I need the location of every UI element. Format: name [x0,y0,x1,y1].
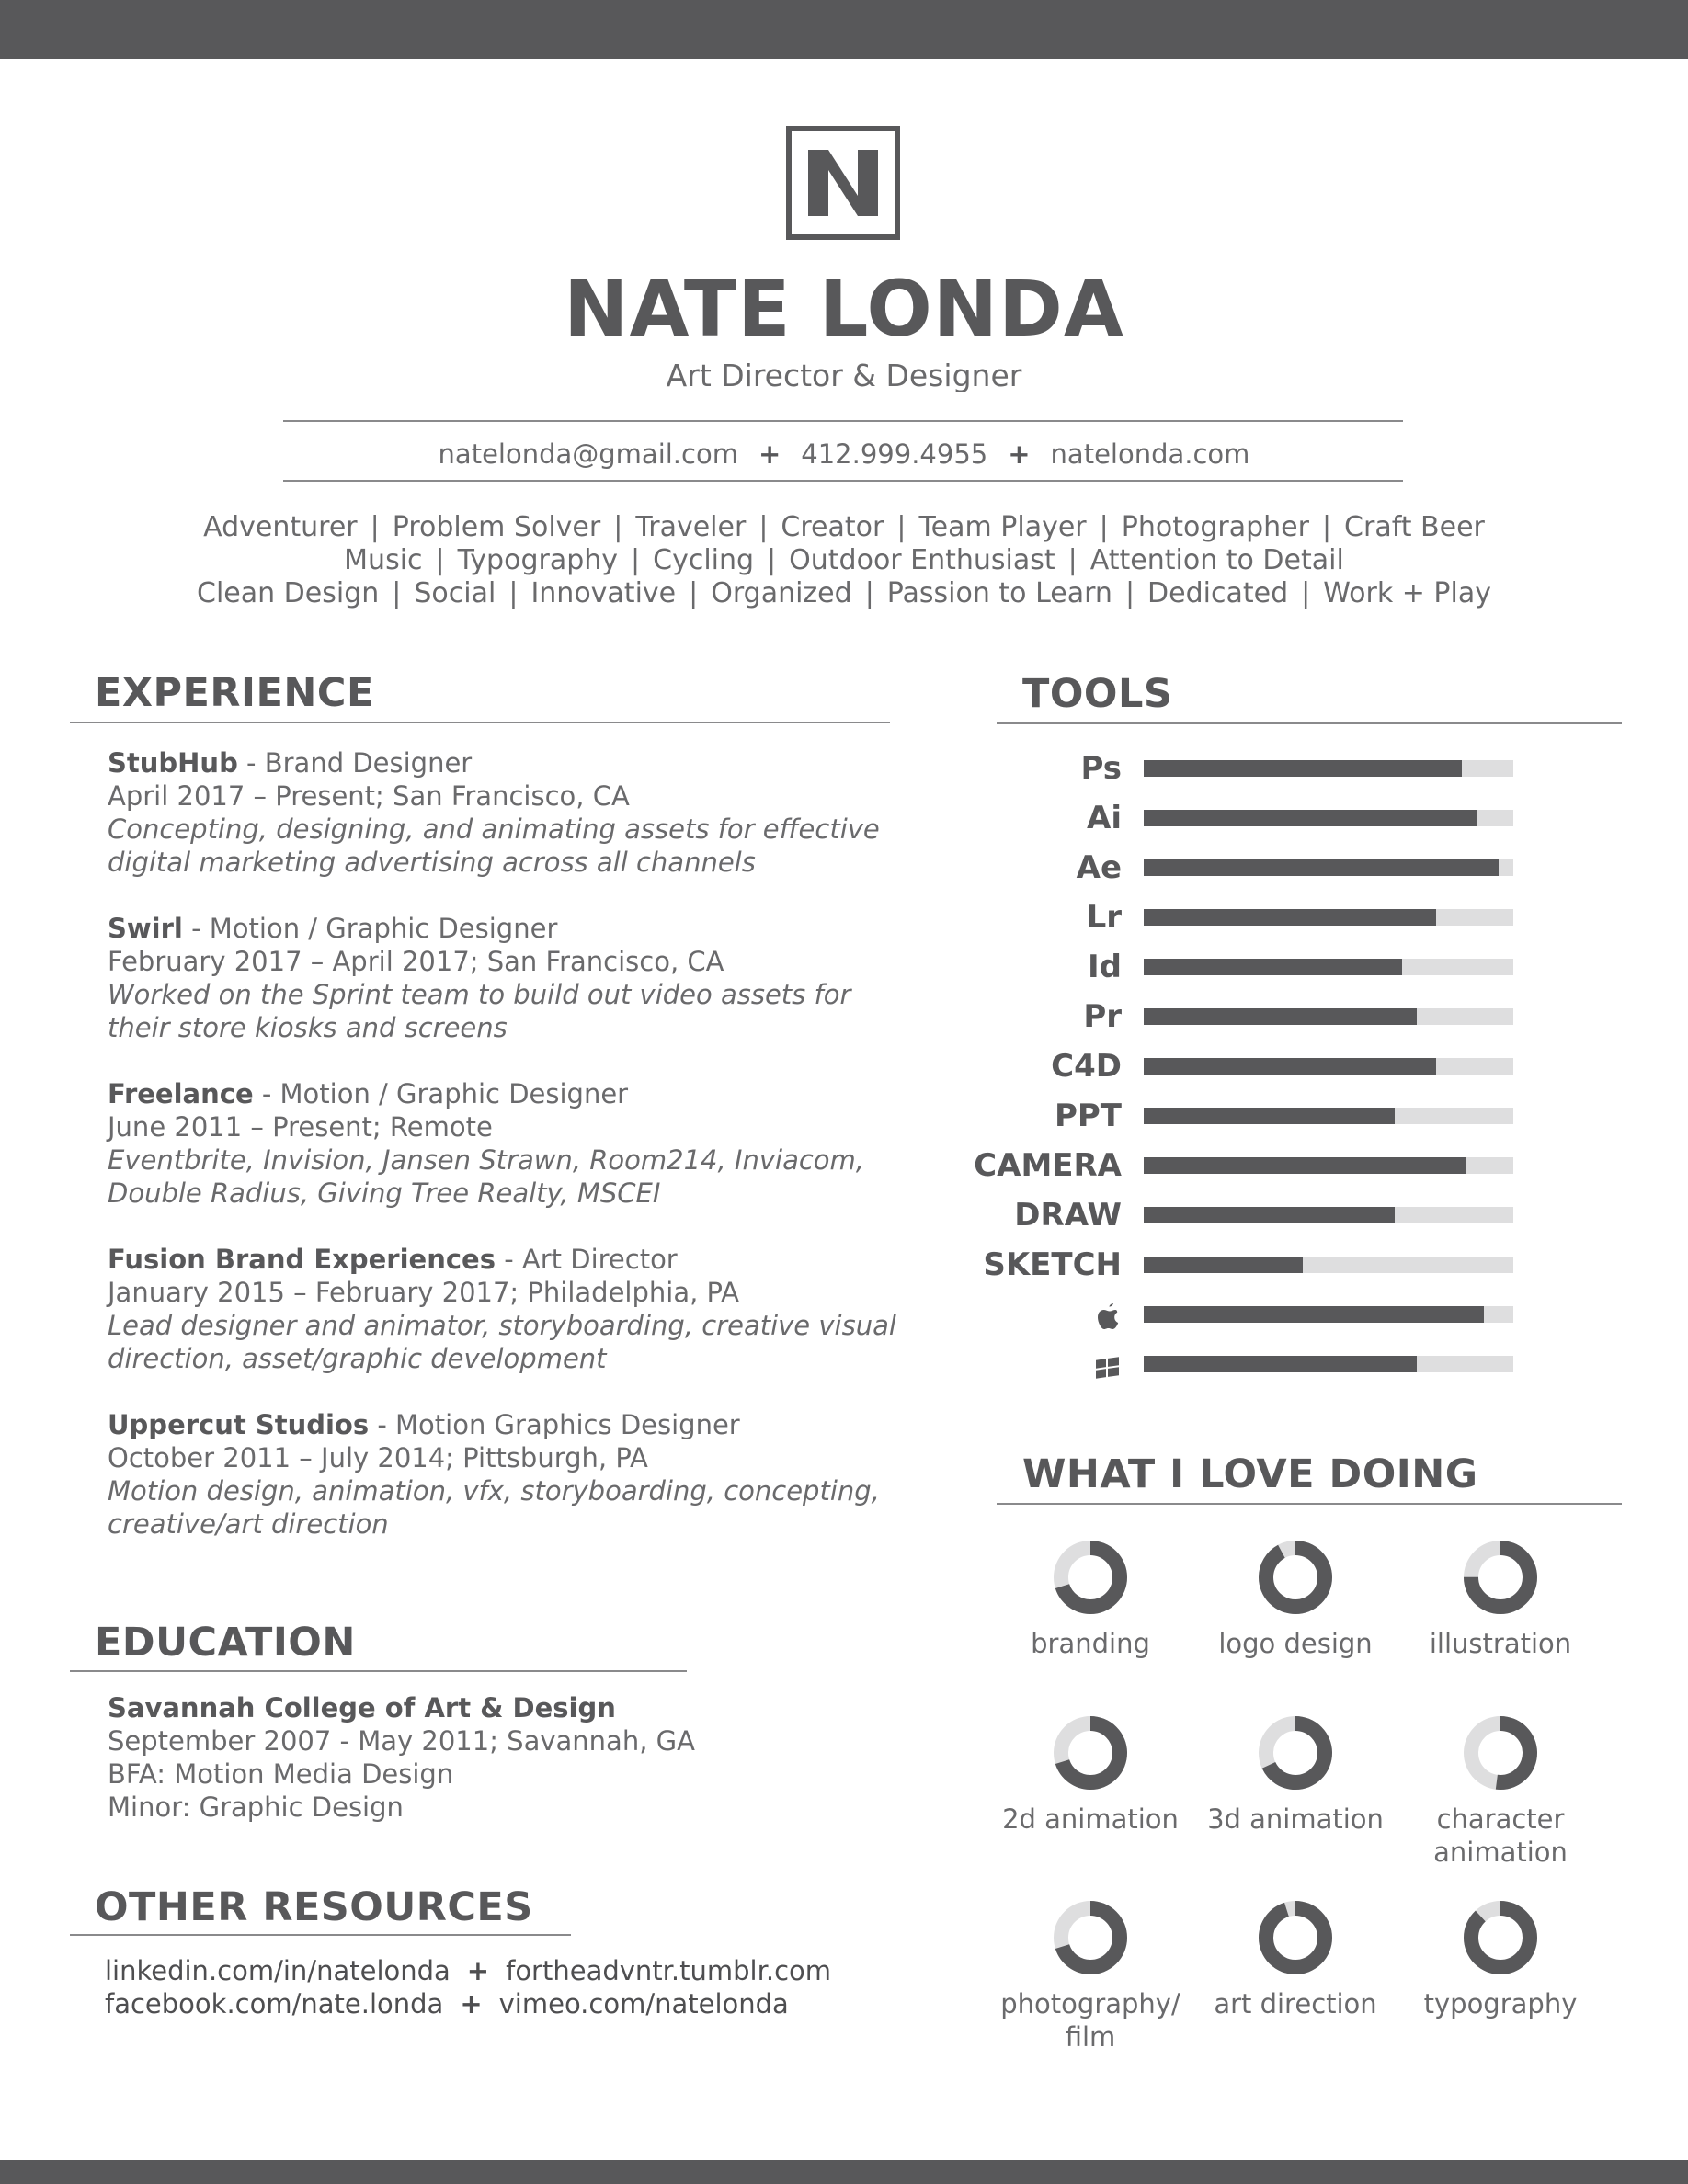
love-item [1190,1716,1401,1836]
job-role: - Brand Designer [237,747,473,779]
link-separator: + [460,1988,483,2019]
love-label [985,1987,1196,2053]
trait-separator: | [689,577,699,609]
traits-line [0,544,1688,577]
tool-label: Id [1088,949,1122,985]
ring-fill [1266,1548,1325,1607]
love-label-line: logo design [1218,1628,1373,1659]
trait-item: Dedicated [1147,577,1289,609]
love-item [985,1901,1196,2053]
tool-level-track [1144,1157,1513,1174]
tool-level-fill [1144,810,1477,826]
trait-separator: | [392,577,402,609]
top-bar [0,0,1688,59]
trait-item: Photographer [1121,511,1309,543]
experience-divider [70,722,890,723]
company-name: StubHub [108,747,238,779]
email-link[interactable]: natelonda@gmail.com [438,438,738,470]
job-dates: February 2017 – April 2017; San Francisco, CA [108,946,724,977]
job-entry [108,1408,917,1541]
company-name: Uppercut Studios [108,1409,370,1440]
job-dates: June 2011 – Present; Remote [108,1111,493,1143]
resource-row [105,1954,831,1987]
trait-separator: | [370,511,380,543]
tool-level-track [1144,1008,1513,1025]
education-entry [108,1691,806,1824]
tool-level-fill [1144,959,1402,975]
trait-item: Cycling [653,544,755,576]
love-item [1190,1541,1401,1660]
love-level-ring [1054,1901,1127,1974]
job-role: - Motion / Graphic Designer [182,913,558,944]
tool-label: Ae [1076,849,1122,886]
company-name: Swirl [108,913,183,944]
love-label-line: branding [1031,1628,1150,1659]
trait-item: Innovative [530,577,677,609]
ring-fill [1266,1908,1325,1967]
job-role: - Art Director [495,1244,678,1275]
tool-level-fill [1144,1207,1395,1223]
love-item [1395,1716,1606,1869]
love-level-ring [1054,1716,1127,1790]
header-divider-top [283,420,1403,422]
trait-item: Traveler [635,511,747,543]
love-heading: WHAT I LOVE DOING [1022,1451,1478,1497]
logo [786,126,900,240]
love-label-line: film [1065,2021,1116,2053]
tool-level-fill [1144,1108,1395,1124]
tool-level-track [1144,959,1513,975]
contact-separator: + [758,438,781,470]
tool-level-fill [1144,1058,1436,1075]
tool-label: Ps [1080,750,1122,787]
love-item [1395,1541,1606,1660]
job-description: Worked on the Sprint team to build out video assets for [108,979,851,1010]
tumblr-link[interactable]: fortheadvntr.tumblr.com [506,1955,832,1986]
love-label [985,1803,1196,1836]
tool-level-track [1144,909,1513,926]
tool-level-fill [1144,909,1436,926]
love-level-ring [1464,1716,1537,1790]
tool-label: Ai [1087,800,1122,836]
trait-item: Clean Design [197,577,380,609]
contact-line [0,434,1688,474]
love-label [1395,1627,1606,1660]
job-header [108,1243,917,1276]
love-item [985,1716,1196,1836]
trait-separator: | [1301,577,1311,609]
company-name: Fusion Brand Experiences [108,1244,496,1275]
love-divider [997,1503,1622,1505]
website-link[interactable]: natelonda.com [1050,438,1250,470]
tool-level-fill [1144,1356,1417,1372]
job-description: creative/art direction [108,1508,389,1540]
tool-level-track [1144,859,1513,876]
trait-item: Outdoor Enthusiast [789,544,1055,576]
trait-separator: | [1067,544,1078,576]
tool-level-fill [1144,1157,1466,1174]
tool-level-track [1144,1058,1513,1075]
tool-level-track [1144,1108,1513,1124]
job-description: Concepting, designing, and animating assets for effective [108,813,880,845]
tool-label: Pr [1083,998,1122,1035]
education-divider [70,1670,687,1672]
trait-item: Craft Beer [1344,511,1485,543]
tool-label [919,1296,1122,1333]
tool-level-track [1144,1356,1513,1372]
tool-level-fill [1144,859,1499,876]
love-label-line: art direction [1214,1988,1377,2019]
trait-item: Organized [711,577,852,609]
job-entry [108,1243,917,1375]
love-label [1395,1803,1606,1869]
trait-item: Problem Solver [392,511,601,543]
education-dates: September 2007 - May 2011; Savannah, GA [108,1725,695,1757]
trait-item: Social [414,577,496,609]
tool-label: DRAW [1014,1197,1122,1234]
tool-level-fill [1144,1257,1303,1273]
trait-separator: | [1124,577,1135,609]
love-item [1190,1901,1401,2020]
love-label-line: animation [1433,1837,1568,1868]
trait-separator: | [1099,511,1109,543]
tool-level-track [1144,810,1513,826]
trait-separator: | [508,577,519,609]
job-description: Eventbrite, Invision, Jansen Strawn, Room214, Inviacom, [108,1144,865,1176]
tool-label: C4D [1051,1048,1122,1085]
love-label-line: 3d animation [1207,1803,1384,1835]
resource-row [105,1987,831,2020]
love-level-ring [1054,1541,1127,1614]
love-level-ring [1464,1901,1537,1974]
job-header [108,912,917,945]
love-label-line: 2d animation [1002,1803,1179,1835]
job-dates: October 2011 – July 2014; Pittsburgh, PA [108,1442,648,1473]
bottom-bar [0,2160,1688,2184]
job-entry [108,746,917,879]
trait-separator: | [435,544,445,576]
resources-divider [70,1934,571,1936]
job-role: - Motion / Graphic Designer [253,1078,629,1109]
tool-level-fill [1144,760,1462,777]
job-dates: April 2017 – Present; San Francisco, CA [108,780,630,812]
resources-heading: OTHER RESOURCES [95,1884,533,1930]
love-label-line: illustration [1429,1628,1572,1659]
trait-separator: | [1321,511,1332,543]
trait-separator: | [864,577,874,609]
love-label [1395,1987,1606,2020]
tool-level-track [1144,1207,1513,1223]
love-level-ring [1259,1541,1332,1614]
job-description: their store kiosks and screens [108,1012,508,1043]
company-name: Freelance [108,1078,254,1109]
love-item [1395,1901,1606,2020]
job-description: Lead designer and animator, storyboarding, creative visual [108,1310,896,1341]
minor: Minor: Graphic Design [108,1792,404,1823]
tool-label: Lr [1086,899,1122,936]
love-level-ring [1259,1901,1332,1974]
trait-item: Adventurer [203,511,358,543]
love-label-line: character [1436,1803,1565,1835]
tool-label [919,1346,1122,1382]
experience-heading: EXPERIENCE [95,670,374,716]
resource-links [105,1954,831,2020]
apple-icon [1096,1302,1122,1331]
school-name: Savannah College of Art & Design [108,1692,616,1723]
trait-separator: | [767,544,777,576]
love-item [985,1541,1196,1660]
degree: BFA: Motion Media Design [108,1758,454,1790]
job-description: Motion design, animation, vfx, storyboarding, concepting, [108,1475,880,1507]
traits-line [0,577,1688,610]
trait-item: Typography [457,544,619,576]
trait-item: Attention to Detail [1089,544,1344,576]
love-label [1190,1803,1401,1836]
logo-monogram [804,144,882,222]
contact-separator: + [1008,438,1031,470]
linkedin-link[interactable]: linkedin.com/in/natelonda [105,1955,451,1986]
traits-list [0,511,1688,610]
job-description: digital marketing advertising across all channels [108,847,756,878]
trait-separator: | [758,511,769,543]
tool-label: SKETCH [983,1246,1122,1283]
love-label [1190,1987,1401,2020]
traits-line [0,511,1688,544]
tool-level-track [1144,1257,1513,1273]
job-role: - Motion Graphics Designer [369,1409,740,1440]
job-header [108,746,917,779]
job-title: Art Director & Designer [666,358,1022,393]
facebook-link[interactable]: facebook.com/nate.londa [105,1988,444,2019]
ring-fill [1471,1908,1530,1967]
windows-icon [1094,1353,1122,1379]
trait-separator: | [613,511,623,543]
tool-label: PPT [1054,1098,1122,1134]
trait-item: Creator [781,511,884,543]
tool-level-fill [1144,1008,1417,1025]
love-label-line: typography [1423,1988,1578,2019]
job-dates: January 2015 – February 2017; Philadelphia, PA [108,1277,739,1308]
love-label-line: photography/ [1000,1988,1180,2019]
love-level-ring [1464,1541,1537,1614]
education-heading: EDUCATION [95,1620,356,1666]
header-divider-bottom [283,480,1403,482]
tool-label: CAMERA [974,1147,1122,1184]
trait-item: Music [344,544,423,576]
love-level-ring [1259,1716,1332,1790]
job-header [108,1408,917,1441]
tool-level-fill [1144,1306,1484,1323]
link-separator: + [466,1955,490,1986]
phone-number[interactable]: 412.999.4955 [801,438,988,470]
love-label [985,1627,1196,1660]
tools-heading: TOOLS [1022,671,1173,717]
job-description: direction, asset/graphic development [108,1343,607,1374]
trait-item: Team Player [918,511,1087,543]
tools-divider [997,722,1622,724]
job-description: Double Radius, Giving Tree Realty, MSCEI [108,1177,661,1209]
job-entry [108,1077,917,1210]
job-entry [108,912,917,1044]
trait-separator: | [631,544,641,576]
vimeo-link[interactable]: vimeo.com/natelonda [498,1988,789,2019]
tool-level-track [1144,760,1513,777]
trait-separator: | [896,511,907,543]
person-name: NATE LONDA [564,264,1124,354]
love-label [1190,1627,1401,1660]
job-header [108,1077,917,1110]
tool-level-track [1144,1306,1513,1323]
trait-item: Passion to Learn [886,577,1112,609]
trait-item: Work + Play [1323,577,1491,609]
